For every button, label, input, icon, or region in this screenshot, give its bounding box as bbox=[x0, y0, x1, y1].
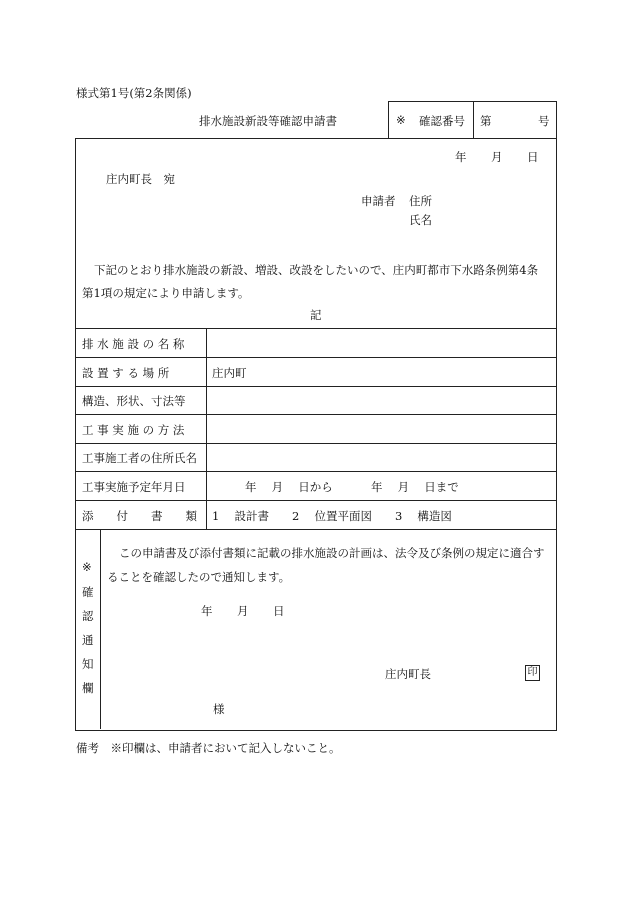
seal-stamp: 印 bbox=[525, 665, 540, 681]
row-label: 排 水 施 設 の 名 称 bbox=[82, 337, 185, 351]
body-line-2: 第1項の規定により申請します。 bbox=[82, 286, 250, 300]
ki-label: 記 bbox=[310, 308, 322, 322]
row-line bbox=[75, 529, 556, 530]
address-label: 住所 bbox=[409, 194, 432, 208]
notice-side-char: 認 bbox=[82, 609, 94, 623]
row-label: 工事実施予定年月日 bbox=[82, 480, 186, 494]
number-suffix: 号 bbox=[538, 114, 550, 128]
mayor-label: 庄内町長 bbox=[385, 667, 431, 681]
row-line bbox=[75, 386, 556, 387]
body-line-1: 下記のとおり排水施設の新設、増設、改設をしたいので、庄内町都市下水路条例第4条 bbox=[94, 263, 539, 277]
notice-year: 年 bbox=[201, 604, 213, 618]
row-line bbox=[75, 471, 556, 472]
sama-label: 様 bbox=[213, 702, 225, 716]
row-value: 1 設計書 2 位置平面図 3 構造図 bbox=[212, 509, 452, 523]
name-label: 氏名 bbox=[409, 213, 432, 227]
notice-side-char: 確 bbox=[82, 585, 94, 599]
notice-divider bbox=[100, 529, 101, 729]
form-title: 排水施設新設等確認申請書 bbox=[199, 114, 337, 128]
row-value: 庄内町 bbox=[212, 366, 247, 380]
row-label: 添 付 書 類 bbox=[82, 509, 197, 523]
notice-side-char: 通 bbox=[82, 633, 94, 647]
form-number: 様式第1号(第2条関係) bbox=[76, 86, 192, 100]
row-label: 工 事 実 施 の 方 法 bbox=[82, 423, 185, 437]
row-line bbox=[75, 357, 556, 358]
row-label: 設 置 す る 場 所 bbox=[82, 366, 170, 380]
row-line bbox=[75, 443, 556, 444]
notice-side-mark: ※ bbox=[82, 560, 92, 574]
notice-day: 日 bbox=[273, 604, 285, 618]
divider bbox=[473, 101, 474, 138]
remarks: 備考 ※印欄は、申請者において記入しないこと。 bbox=[76, 741, 341, 755]
date-year: 年 bbox=[455, 150, 467, 164]
row-value: 年 月 日から 年 月 日まで bbox=[245, 480, 459, 494]
row-line bbox=[75, 414, 556, 415]
column-divider bbox=[206, 328, 207, 529]
row-line bbox=[75, 328, 556, 329]
notice-text-2: ることを確認したので通知します。 bbox=[107, 570, 291, 584]
notice-side-char: 欄 bbox=[82, 681, 94, 695]
row-label: 構造、形状、寸法等 bbox=[82, 394, 186, 408]
notice-side-char: 知 bbox=[82, 657, 94, 671]
date-day: 日 bbox=[527, 150, 539, 164]
confirm-mark: ※ bbox=[396, 113, 406, 127]
row-label: 工事施工者の住所氏名 bbox=[82, 451, 197, 465]
number-prefix: 第 bbox=[480, 114, 492, 128]
confirm-label: 確認番号 bbox=[419, 114, 465, 128]
applicant-label: 申請者 bbox=[361, 194, 396, 208]
date-month: 月 bbox=[491, 150, 503, 164]
notice-month: 月 bbox=[237, 604, 249, 618]
addressee: 庄内町長 宛 bbox=[106, 172, 175, 186]
row-line bbox=[75, 500, 556, 501]
notice-text-1: この申請書及び添付書類に記載の排水施設の計画は、法令及び条例の規定に適合す bbox=[119, 546, 545, 560]
